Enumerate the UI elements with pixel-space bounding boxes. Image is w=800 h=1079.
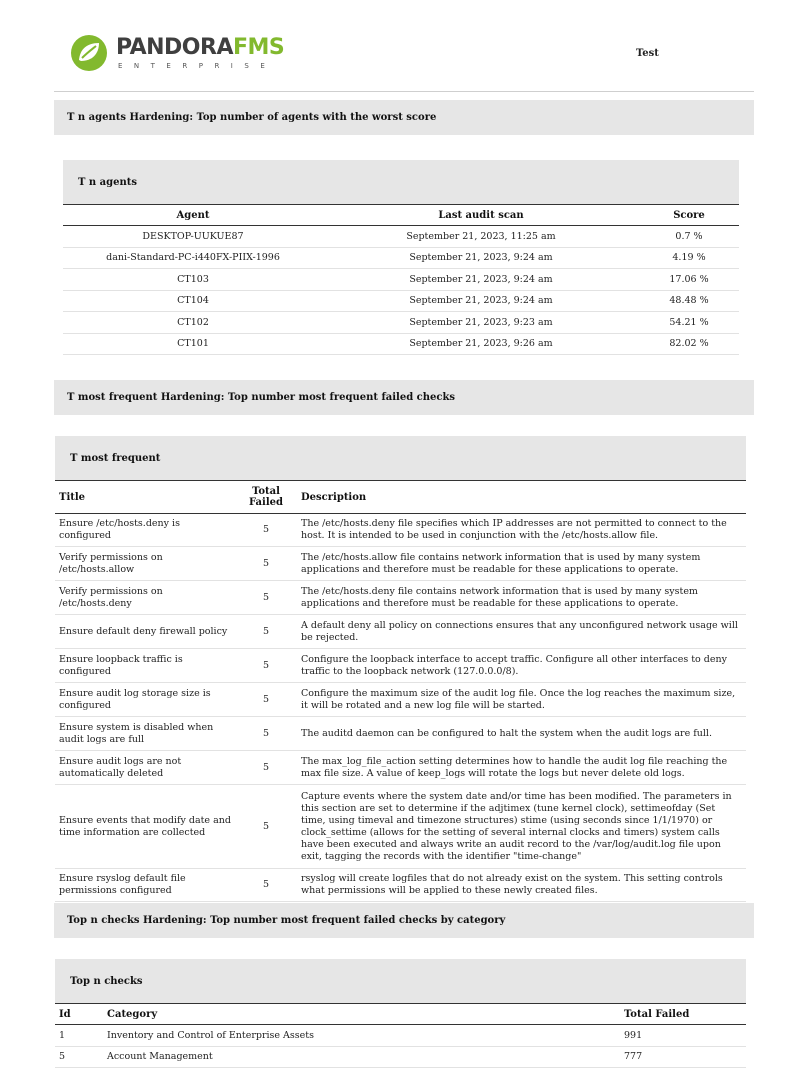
agent-name: CT101	[63, 333, 323, 355]
check-description: The /etc/hosts.allow file contains network information that is used by many system applications and therefore must be readable for these applications to operate.	[297, 547, 746, 581]
category-name: Inventory and Control of Enterprise Assets	[103, 1025, 620, 1047]
category-id: 1	[55, 1025, 103, 1047]
check-title: Ensure audit log storage size is configured	[55, 683, 235, 717]
table-row	[55, 683, 746, 717]
col-header-category: Category	[103, 1004, 620, 1025]
check-total-failed: 5	[235, 649, 297, 683]
check-description: rsyslog will create logfiles that do not already exist on the system. This setting controls what permissions will be applied to these newly created files.	[297, 869, 746, 902]
check-total-failed: 5	[235, 547, 297, 581]
checks-table-title: Top n checks	[55, 959, 746, 1003]
check-description: The /etc/hosts.deny file contains network information that is used by many system applications and therefore must be readable for these applications to operate.	[297, 581, 746, 615]
table-row	[55, 1025, 746, 1047]
agents-table-title: T n agents	[63, 160, 739, 204]
category-total-failed: 991	[620, 1025, 746, 1047]
agent-name: CT102	[63, 312, 323, 334]
table-row	[63, 333, 739, 355]
category-id: 5	[55, 1046, 103, 1068]
check-description: The auditd daemon can be configured to halt the system when the audit logs are full.	[297, 717, 746, 751]
section-title-frequent: T most frequent Hardening: Top number most frequent failed checks	[54, 380, 754, 415]
check-description: Configure the maximum size of the audit log file. Once the log reaches the maximum size, it will be rotated and a new log file will be started.	[297, 683, 746, 717]
logo-text-enterprise: ENTERPRISE	[118, 61, 277, 70]
section-title-checks: Top n checks Hardening: Top number most frequent failed checks by category	[54, 903, 754, 938]
agent-score: 82.02 %	[639, 333, 739, 355]
col-header-checks-total-failed: Total Failed	[620, 1004, 746, 1025]
table-row	[63, 290, 739, 312]
report-header	[0, 0, 800, 92]
col-header-id: Id	[55, 1004, 103, 1025]
frequent-checks-table	[55, 480, 746, 902]
report-name: Test	[636, 48, 659, 59]
agent-score: 48.48 %	[639, 290, 739, 312]
agent-name: CT103	[63, 269, 323, 291]
audit-date: September 21, 2023, 9:23 am	[323, 312, 639, 334]
col-header-score: Score	[639, 205, 739, 226]
check-total-failed: 5	[235, 717, 297, 751]
logo-text-pandora: PANDORA	[116, 34, 233, 60]
col-header-description: Description	[297, 481, 746, 514]
agent-name: CT104	[63, 290, 323, 312]
agent-score: 0.7 %	[639, 226, 739, 248]
col-header-title: Title	[55, 481, 235, 514]
pandora-leaf-icon	[70, 34, 108, 72]
frequent-table-box	[55, 436, 746, 902]
col-header-agent: Agent	[63, 205, 323, 226]
table-row	[63, 226, 739, 248]
agent-score: 17.06 %	[639, 269, 739, 291]
table-row	[55, 514, 746, 547]
table-row	[55, 869, 746, 902]
checks-by-category-table	[55, 1003, 746, 1068]
pandorafms-logo	[70, 34, 284, 72]
audit-date: September 21, 2023, 11:25 am	[323, 226, 639, 248]
check-title: Verify permissions on /etc/hosts.allow	[55, 547, 235, 581]
audit-date: September 21, 2023, 9:24 am	[323, 247, 639, 269]
check-title: Ensure loopback traffic is configured	[55, 649, 235, 683]
agents-table-box	[63, 160, 739, 355]
table-row	[55, 547, 746, 581]
check-title: Ensure default deny firewall policy	[55, 615, 235, 649]
agent-name: dani-Standard-PC-i440FX-PIIX-1996	[63, 247, 323, 269]
table-row	[55, 717, 746, 751]
check-description: The max_log_file_action setting determines how to handle the audit log file reaching the max file size. A value of keep_logs will rotate the logs but never delete old logs.	[297, 751, 746, 785]
category-total-failed: 777	[620, 1046, 746, 1068]
table-row	[55, 615, 746, 649]
table-row	[55, 1046, 746, 1068]
check-description: The /etc/hosts.deny file specifies which IP addresses are not permitted to connect to the host. It is intended to be used in conjunction with the /etc/hosts.allow file.	[297, 514, 746, 547]
agent-name: DESKTOP-UUKUE87	[63, 226, 323, 248]
table-row	[63, 312, 739, 334]
check-title: Ensure rsyslog default file permissions configured	[55, 869, 235, 902]
check-description: A default deny all policy on connections ensures that any unconfigured network usage will be rejected.	[297, 615, 746, 649]
check-total-failed: 5	[235, 683, 297, 717]
agent-score: 4.19 %	[639, 247, 739, 269]
audit-date: September 21, 2023, 9:24 am	[323, 269, 639, 291]
agent-score: 54.21 %	[639, 312, 739, 334]
table-row	[55, 581, 746, 615]
col-header-total-failed: Total Failed	[235, 481, 297, 514]
logo-text-fms: FMS	[232, 34, 285, 60]
header-divider	[54, 91, 754, 92]
table-row	[63, 247, 739, 269]
check-description: Configure the loopback interface to accept traffic. Configure all other interfaces to deny traffic to the loopback network (127.0.0.0/8).	[297, 649, 746, 683]
check-title: Ensure system is disabled when audit logs are full	[55, 717, 235, 751]
check-title: Verify permissions on /etc/hosts.deny	[55, 581, 235, 615]
check-title: Ensure /etc/hosts.deny is configured	[55, 514, 235, 547]
check-description: Capture events where the system date and/or time has been modified. The parameters in this section are set to determine if the adjtimex (tune kernel clock), settimeofday (Set time, using timeval and timezone structures) stime (using seconds since 1/1/1970) or clock_settime (allows for the setting of several internal clocks and timers) system calls have been executed and always write an audit record to the /var/log/audit.log file upon exit, tagging the records with the identifier "time-change"	[297, 785, 746, 869]
audit-date: September 21, 2023, 9:26 am	[323, 333, 639, 355]
check-total-failed: 5	[235, 581, 297, 615]
check-total-failed: 5	[235, 869, 297, 902]
check-total-failed: 5	[235, 514, 297, 547]
table-row	[63, 269, 739, 291]
frequent-table-title: T most frequent	[55, 436, 746, 480]
check-title: Ensure events that modify date and time information are collected	[55, 785, 235, 869]
table-row	[55, 751, 746, 785]
category-name: Account Management	[103, 1046, 620, 1068]
audit-date: September 21, 2023, 9:24 am	[323, 290, 639, 312]
check-total-failed: 5	[235, 615, 297, 649]
check-total-failed: 5	[235, 785, 297, 869]
table-row	[55, 785, 746, 869]
check-total-failed: 5	[235, 751, 297, 785]
check-title: Ensure audit logs are not automatically deleted	[55, 751, 235, 785]
checks-table-box	[55, 959, 746, 1068]
col-header-last-audit: Last audit scan	[323, 205, 639, 226]
section-title-agents: T n agents Hardening: Top number of agents with the worst score	[54, 100, 754, 135]
agents-table	[63, 204, 739, 355]
table-row	[55, 649, 746, 683]
